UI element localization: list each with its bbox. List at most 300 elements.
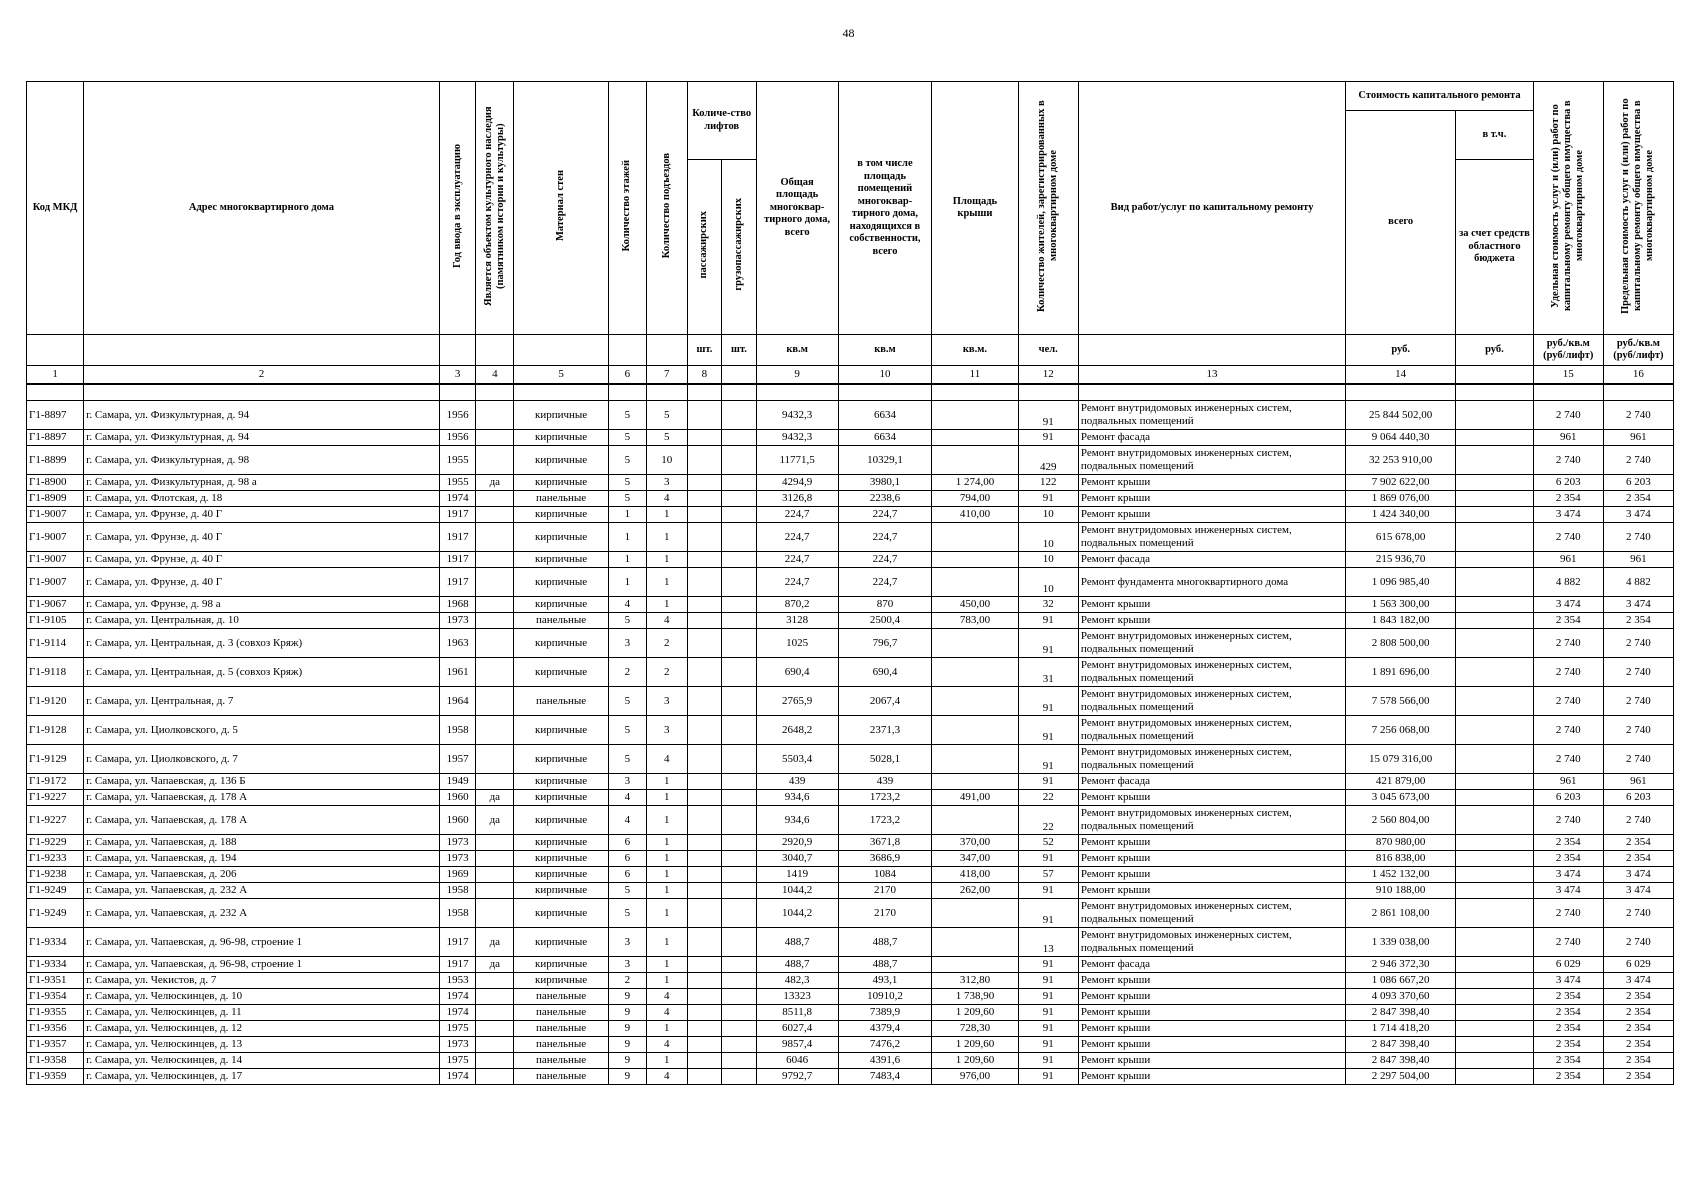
cell-lifts-pass bbox=[687, 475, 721, 491]
cell-floors: 1 bbox=[609, 568, 647, 597]
cell-address: г. Самара, ул. Чапаевская, д. 178 А bbox=[84, 806, 440, 835]
cell-cost-total: 1 086 667,20 bbox=[1346, 973, 1456, 989]
cell-cost-regional bbox=[1456, 790, 1534, 806]
cell-heritage bbox=[476, 597, 514, 613]
cell-max-cost: 2 740 bbox=[1603, 716, 1673, 745]
cell-year: 1955 bbox=[439, 475, 476, 491]
cell-residents: 91 bbox=[1018, 613, 1078, 629]
cell-unit-cost: 2 354 bbox=[1533, 989, 1603, 1005]
cell-cost-regional bbox=[1456, 957, 1534, 973]
cell-residents: 10 bbox=[1018, 552, 1078, 568]
cell-unit-cost: 961 bbox=[1533, 774, 1603, 790]
cell-cost-total: 1 339 038,00 bbox=[1346, 928, 1456, 957]
unit-cost-regional: руб. bbox=[1456, 335, 1534, 366]
colnum-5: 5 bbox=[514, 366, 609, 385]
cell-heritage bbox=[476, 552, 514, 568]
cell-heritage bbox=[476, 687, 514, 716]
colnum-11: 11 bbox=[932, 366, 1018, 385]
cell-address: г. Самара, ул. Центральная, д. 10 bbox=[84, 613, 440, 629]
cell-address: г. Самара, ул. Физкультурная, д. 98 bbox=[84, 446, 440, 475]
cell-lifts-cargo bbox=[722, 446, 756, 475]
cell-wall-material: панельные bbox=[514, 613, 609, 629]
colnum-13: 13 bbox=[1078, 366, 1345, 385]
cell-area-owned: 224,7 bbox=[838, 523, 932, 552]
cell-floors: 6 bbox=[609, 835, 647, 851]
table-row bbox=[27, 745, 1674, 774]
header-area-owned: в том числе площадь помещений многоквар-тирного дома, находящихся в собственности, всего bbox=[838, 82, 932, 335]
cell-roof-area: 1 274,00 bbox=[932, 475, 1018, 491]
cell-mkd-code: Г1-9128 bbox=[27, 716, 84, 745]
cell-max-cost: 2 740 bbox=[1603, 658, 1673, 687]
cell-heritage bbox=[476, 523, 514, 552]
cell-entrances: 4 bbox=[646, 745, 687, 774]
cell-area-total: 870,2 bbox=[756, 597, 838, 613]
cell-residents: 32 bbox=[1018, 597, 1078, 613]
cell-lifts-pass bbox=[687, 867, 721, 883]
cell-area-total: 224,7 bbox=[756, 507, 838, 523]
cell-lifts-cargo bbox=[722, 1021, 756, 1037]
cell-cost-total: 1 843 182,00 bbox=[1346, 613, 1456, 629]
cell-cost-regional bbox=[1456, 658, 1534, 687]
cell-year: 1956 bbox=[439, 401, 476, 430]
cell-max-cost: 961 bbox=[1603, 552, 1673, 568]
cell-cost-regional bbox=[1456, 475, 1534, 491]
header-address: Адрес многоквартирного дома bbox=[84, 82, 440, 335]
cell-area-owned: 6634 bbox=[838, 401, 932, 430]
cell-area-total: 3126,8 bbox=[756, 491, 838, 507]
cell-lifts-pass bbox=[687, 597, 721, 613]
cell-wall-material: кирпичные bbox=[514, 597, 609, 613]
cell-wall-material: кирпичные bbox=[514, 883, 609, 899]
cell-residents: 91 bbox=[1018, 1037, 1078, 1053]
cell-lifts-pass bbox=[687, 835, 721, 851]
header-material: Материал стен bbox=[555, 170, 567, 242]
cell-area-total: 1025 bbox=[756, 629, 838, 658]
cell-roof-area: 794,00 bbox=[932, 491, 1018, 507]
cell-work-type: Ремонт крыши bbox=[1078, 491, 1345, 507]
cell-max-cost: 2 740 bbox=[1603, 928, 1673, 957]
cell-area-owned: 2371,3 bbox=[838, 716, 932, 745]
cell-lifts-pass bbox=[687, 552, 721, 568]
cell-wall-material: кирпичные bbox=[514, 523, 609, 552]
cell-entrances: 1 bbox=[646, 1021, 687, 1037]
table-row bbox=[27, 401, 1674, 430]
cell-roof-area bbox=[932, 523, 1018, 552]
cell-area-total: 9792,7 bbox=[756, 1069, 838, 1085]
header-year: Год ввода в эксплуатацию bbox=[451, 143, 463, 268]
cell-lifts-cargo bbox=[722, 973, 756, 989]
cell-max-cost: 3 474 bbox=[1603, 597, 1673, 613]
cell-floors: 9 bbox=[609, 1069, 647, 1085]
cell-work-type: Ремонт крыши bbox=[1078, 867, 1345, 883]
unit-lifts-cargo: шт. bbox=[722, 335, 756, 366]
colnum-15: 15 bbox=[1533, 366, 1603, 385]
cell-year: 1960 bbox=[439, 790, 476, 806]
cell-year: 1973 bbox=[439, 613, 476, 629]
cell-floors: 2 bbox=[609, 973, 647, 989]
cell-wall-material: кирпичные bbox=[514, 899, 609, 928]
cell-area-total: 439 bbox=[756, 774, 838, 790]
cell-cost-total: 1 424 340,00 bbox=[1346, 507, 1456, 523]
cell-entrances: 1 bbox=[646, 1053, 687, 1069]
cell-entrances: 1 bbox=[646, 568, 687, 597]
cell-cost-total: 2 946 372,30 bbox=[1346, 957, 1456, 973]
cell-residents: 52 bbox=[1018, 835, 1078, 851]
capital-repair-table bbox=[26, 81, 1674, 1085]
cell-residents: 91 bbox=[1018, 491, 1078, 507]
cell-year: 1917 bbox=[439, 507, 476, 523]
cell-lifts-cargo bbox=[722, 507, 756, 523]
cell-floors: 5 bbox=[609, 883, 647, 899]
cell-work-type: Ремонт внутридомовых инженерных систем, подвальных помещений bbox=[1078, 523, 1345, 552]
cell-floors: 9 bbox=[609, 1037, 647, 1053]
cell-heritage bbox=[476, 851, 514, 867]
cell-lifts-pass bbox=[687, 957, 721, 973]
cell-cost-regional bbox=[1456, 523, 1534, 552]
cell-roof-area: 1 738,90 bbox=[932, 989, 1018, 1005]
cell-wall-material: панельные bbox=[514, 1037, 609, 1053]
cell-area-owned: 488,7 bbox=[838, 928, 932, 957]
cell-area-total: 934,6 bbox=[756, 790, 838, 806]
cell-floors: 5 bbox=[609, 716, 647, 745]
cell-work-type: Ремонт крыши bbox=[1078, 835, 1345, 851]
cell-year: 1968 bbox=[439, 597, 476, 613]
cell-cost-total: 4 093 370,60 bbox=[1346, 989, 1456, 1005]
cell-mkd-code: Г1-9334 bbox=[27, 957, 84, 973]
cell-unit-cost: 2 354 bbox=[1533, 1069, 1603, 1085]
cell-area-owned: 7476,2 bbox=[838, 1037, 932, 1053]
cell-cost-regional bbox=[1456, 835, 1534, 851]
cell-floors: 6 bbox=[609, 867, 647, 883]
cell-residents: 91 bbox=[1018, 851, 1078, 867]
cell-residents: 91 bbox=[1018, 745, 1078, 774]
cell-address: г. Самара, ул. Челюскинцев, д. 12 bbox=[84, 1021, 440, 1037]
cell-entrances: 1 bbox=[646, 597, 687, 613]
cell-work-type: Ремонт фасада bbox=[1078, 774, 1345, 790]
cell-cost-total: 910 188,00 bbox=[1346, 883, 1456, 899]
cell-residents: 91 bbox=[1018, 430, 1078, 446]
cell-mkd-code: Г1-9249 bbox=[27, 899, 84, 928]
cell-lifts-cargo bbox=[722, 1069, 756, 1085]
cell-year: 1917 bbox=[439, 928, 476, 957]
cell-heritage bbox=[476, 899, 514, 928]
cell-lifts-cargo bbox=[722, 1005, 756, 1021]
cell-address: г. Самара, ул. Чекистов, д. 7 bbox=[84, 973, 440, 989]
cell-lifts-pass bbox=[687, 629, 721, 658]
header-cost-total: всего bbox=[1346, 111, 1456, 335]
cell-lifts-pass bbox=[687, 687, 721, 716]
cell-work-type: Ремонт фундамента многоквартирного дома bbox=[1078, 568, 1345, 597]
cell-max-cost: 2 354 bbox=[1603, 491, 1673, 507]
cell-lifts-pass bbox=[687, 491, 721, 507]
cell-year: 1958 bbox=[439, 899, 476, 928]
cell-wall-material: панельные bbox=[514, 1053, 609, 1069]
cell-mkd-code: Г1-9129 bbox=[27, 745, 84, 774]
cell-address: г. Самара, ул. Челюскинцев, д. 11 bbox=[84, 1005, 440, 1021]
cell-area-total: 1419 bbox=[756, 867, 838, 883]
cell-work-type: Ремонт крыши bbox=[1078, 989, 1345, 1005]
cell-area-owned: 6634 bbox=[838, 430, 932, 446]
cell-work-type: Ремонт крыши bbox=[1078, 883, 1345, 899]
cell-entrances: 3 bbox=[646, 716, 687, 745]
cell-area-owned: 2067,4 bbox=[838, 687, 932, 716]
cell-lifts-cargo bbox=[722, 401, 756, 430]
cell-residents: 57 bbox=[1018, 867, 1078, 883]
cell-roof-area: 728,30 bbox=[932, 1021, 1018, 1037]
cell-cost-regional bbox=[1456, 1037, 1534, 1053]
cell-unit-cost: 3 474 bbox=[1533, 597, 1603, 613]
cell-area-owned: 224,7 bbox=[838, 507, 932, 523]
cell-lifts-cargo bbox=[722, 835, 756, 851]
cell-address: г. Самара, ул. Флотская, д. 18 bbox=[84, 491, 440, 507]
header-heritage: Является объектом культурного наследия (памятником истории и культуры) bbox=[482, 105, 506, 306]
cell-cost-regional bbox=[1456, 687, 1534, 716]
cell-address: г. Самара, ул. Фрунзе, д. 40 Г bbox=[84, 568, 440, 597]
table-row bbox=[27, 568, 1674, 597]
cell-lifts-pass bbox=[687, 790, 721, 806]
table-row bbox=[27, 716, 1674, 745]
cell-entrances: 5 bbox=[646, 430, 687, 446]
cell-wall-material: кирпичные bbox=[514, 475, 609, 491]
cell-entrances: 1 bbox=[646, 867, 687, 883]
cell-address: г. Самара, ул. Чапаевская, д. 232 А bbox=[84, 899, 440, 928]
cell-lifts-pass bbox=[687, 401, 721, 430]
cell-wall-material: кирпичные bbox=[514, 867, 609, 883]
cell-entrances: 1 bbox=[646, 806, 687, 835]
cell-unit-cost: 3 474 bbox=[1533, 883, 1603, 899]
cell-residents: 91 bbox=[1018, 401, 1078, 430]
cell-year: 1917 bbox=[439, 568, 476, 597]
cell-area-total: 2648,2 bbox=[756, 716, 838, 745]
cell-year: 1955 bbox=[439, 446, 476, 475]
cell-unit-cost: 2 354 bbox=[1533, 835, 1603, 851]
cell-area-total: 690,4 bbox=[756, 658, 838, 687]
cell-cost-total: 421 879,00 bbox=[1346, 774, 1456, 790]
cell-heritage bbox=[476, 1053, 514, 1069]
cell-unit-cost: 2 740 bbox=[1533, 687, 1603, 716]
cell-wall-material: кирпичные bbox=[514, 928, 609, 957]
cell-address: г. Самара, ул. Циолковского, д. 7 bbox=[84, 745, 440, 774]
cell-area-owned: 4379,4 bbox=[838, 1021, 932, 1037]
cell-cost-total: 1 452 132,00 bbox=[1346, 867, 1456, 883]
cell-floors: 5 bbox=[609, 613, 647, 629]
cell-mkd-code: Г1-9249 bbox=[27, 883, 84, 899]
colnum-9: 9 bbox=[756, 366, 838, 385]
cell-heritage bbox=[476, 716, 514, 745]
cell-cost-regional bbox=[1456, 1053, 1534, 1069]
cell-roof-area: 783,00 bbox=[932, 613, 1018, 629]
table-row bbox=[27, 430, 1674, 446]
cell-roof-area bbox=[932, 401, 1018, 430]
cell-cost-total: 2 560 804,00 bbox=[1346, 806, 1456, 835]
cell-floors: 9 bbox=[609, 1053, 647, 1069]
cell-cost-total: 870 980,00 bbox=[1346, 835, 1456, 851]
cell-residents: 10 bbox=[1018, 507, 1078, 523]
cell-floors: 4 bbox=[609, 806, 647, 835]
cell-lifts-pass bbox=[687, 523, 721, 552]
cell-floors: 5 bbox=[609, 491, 647, 507]
cell-entrances: 2 bbox=[646, 629, 687, 658]
colnum-blank-a bbox=[722, 366, 756, 385]
cell-mkd-code: Г1-9118 bbox=[27, 658, 84, 687]
cell-entrances: 10 bbox=[646, 446, 687, 475]
cell-cost-regional bbox=[1456, 629, 1534, 658]
header-floors: Количество этажей bbox=[621, 160, 633, 252]
cell-mkd-code: Г1-9105 bbox=[27, 613, 84, 629]
cell-heritage bbox=[476, 835, 514, 851]
header-cost: Стоимость капитального ремонта bbox=[1346, 82, 1534, 111]
cell-floors: 4 bbox=[609, 790, 647, 806]
cell-wall-material: панельные bbox=[514, 989, 609, 1005]
cell-floors: 5 bbox=[609, 687, 647, 716]
unit-area-owned: кв.м bbox=[838, 335, 932, 366]
cell-floors: 9 bbox=[609, 1005, 647, 1021]
cell-lifts-pass bbox=[687, 658, 721, 687]
colnum-3: 3 bbox=[439, 366, 476, 385]
cell-cost-regional bbox=[1456, 867, 1534, 883]
table-row bbox=[27, 597, 1674, 613]
cell-area-total: 11771,5 bbox=[756, 446, 838, 475]
cell-unit-cost: 961 bbox=[1533, 552, 1603, 568]
table-row bbox=[27, 613, 1674, 629]
cell-lifts-cargo bbox=[722, 806, 756, 835]
cell-heritage bbox=[476, 1005, 514, 1021]
colnum-2: 2 bbox=[84, 366, 440, 385]
cell-cost-total: 1 869 076,00 bbox=[1346, 491, 1456, 507]
cell-area-total: 8511,8 bbox=[756, 1005, 838, 1021]
cell-area-owned: 224,7 bbox=[838, 568, 932, 597]
cell-mkd-code: Г1-9233 bbox=[27, 851, 84, 867]
cell-unit-cost: 6 203 bbox=[1533, 790, 1603, 806]
cell-residents: 91 bbox=[1018, 687, 1078, 716]
cell-max-cost: 2 354 bbox=[1603, 989, 1673, 1005]
cell-max-cost: 2 354 bbox=[1603, 613, 1673, 629]
cell-max-cost: 2 740 bbox=[1603, 687, 1673, 716]
cell-residents: 429 bbox=[1018, 446, 1078, 475]
cell-unit-cost: 2 354 bbox=[1533, 491, 1603, 507]
cell-year: 1975 bbox=[439, 1053, 476, 1069]
cell-wall-material: кирпичные bbox=[514, 851, 609, 867]
cell-entrances: 4 bbox=[646, 1069, 687, 1085]
cell-max-cost: 2 354 bbox=[1603, 1053, 1673, 1069]
cell-entrances: 4 bbox=[646, 613, 687, 629]
cell-unit-cost: 2 740 bbox=[1533, 523, 1603, 552]
cell-cost-regional bbox=[1456, 745, 1534, 774]
cell-area-total: 488,7 bbox=[756, 957, 838, 973]
cell-residents: 91 bbox=[1018, 1069, 1078, 1085]
cell-lifts-cargo bbox=[722, 491, 756, 507]
cell-unit-cost: 2 354 bbox=[1533, 1005, 1603, 1021]
table-row bbox=[27, 835, 1674, 851]
cell-cost-regional bbox=[1456, 806, 1534, 835]
cell-roof-area: 312,80 bbox=[932, 973, 1018, 989]
cell-lifts-cargo bbox=[722, 597, 756, 613]
cell-roof-area bbox=[932, 928, 1018, 957]
cell-residents: 91 bbox=[1018, 957, 1078, 973]
cell-entrances: 1 bbox=[646, 523, 687, 552]
colnum-8: 8 bbox=[687, 366, 721, 385]
cell-work-type: Ремонт крыши bbox=[1078, 597, 1345, 613]
table-row bbox=[27, 899, 1674, 928]
table-row bbox=[27, 658, 1674, 687]
table-row bbox=[27, 1005, 1674, 1021]
cell-cost-regional bbox=[1456, 973, 1534, 989]
cell-floors: 4 bbox=[609, 597, 647, 613]
cell-area-owned: 493,1 bbox=[838, 973, 932, 989]
cell-work-type: Ремонт внутридомовых инженерных систем, подвальных помещений bbox=[1078, 629, 1345, 658]
cell-year: 1973 bbox=[439, 835, 476, 851]
cell-unit-cost: 2 740 bbox=[1533, 629, 1603, 658]
cell-area-owned: 690,4 bbox=[838, 658, 932, 687]
cell-max-cost: 6 203 bbox=[1603, 790, 1673, 806]
cell-heritage bbox=[476, 867, 514, 883]
cell-area-total: 482,3 bbox=[756, 973, 838, 989]
header-max-cost: Предельная стоимость услуг и (или) работ по капитальному ремонту общего имущества в многоквартирном доме bbox=[1620, 97, 1656, 314]
cell-lifts-pass bbox=[687, 806, 721, 835]
cell-wall-material: кирпичные bbox=[514, 430, 609, 446]
cell-lifts-pass bbox=[687, 851, 721, 867]
cell-max-cost: 2 354 bbox=[1603, 1069, 1673, 1085]
cell-floors: 3 bbox=[609, 629, 647, 658]
cell-floors: 9 bbox=[609, 989, 647, 1005]
cell-lifts-cargo bbox=[722, 883, 756, 899]
cell-area-owned: 488,7 bbox=[838, 957, 932, 973]
cell-residents: 91 bbox=[1018, 1021, 1078, 1037]
colnum-12: 12 bbox=[1018, 366, 1078, 385]
cell-max-cost: 3 474 bbox=[1603, 507, 1673, 523]
cell-work-type: Ремонт внутридомовых инженерных систем, подвальных помещений bbox=[1078, 745, 1345, 774]
cell-work-type: Ремонт внутридомовых инженерных систем, подвальных помещений bbox=[1078, 899, 1345, 928]
cell-floors: 5 bbox=[609, 899, 647, 928]
cell-wall-material: кирпичные bbox=[514, 629, 609, 658]
cell-residents: 122 bbox=[1018, 475, 1078, 491]
cell-wall-material: кирпичные bbox=[514, 806, 609, 835]
cell-cost-total: 2 808 500,00 bbox=[1346, 629, 1456, 658]
cell-mkd-code: Г1-8900 bbox=[27, 475, 84, 491]
cell-area-owned: 10910,2 bbox=[838, 989, 932, 1005]
cell-roof-area: 976,00 bbox=[932, 1069, 1018, 1085]
cell-area-total: 224,7 bbox=[756, 523, 838, 552]
cell-address: г. Самара, ул. Чапаевская, д. 188 bbox=[84, 835, 440, 851]
cell-lifts-pass bbox=[687, 883, 721, 899]
cell-lifts-cargo bbox=[722, 745, 756, 774]
table-row bbox=[27, 475, 1674, 491]
cell-wall-material: кирпичные bbox=[514, 957, 609, 973]
cell-work-type: Ремонт крыши bbox=[1078, 790, 1345, 806]
table-row bbox=[27, 552, 1674, 568]
header-cost-incl: в т.ч. bbox=[1456, 111, 1534, 160]
cell-mkd-code: Г1-9227 bbox=[27, 806, 84, 835]
cell-roof-area bbox=[932, 716, 1018, 745]
cell-max-cost: 2 740 bbox=[1603, 806, 1673, 835]
cell-lifts-cargo bbox=[722, 523, 756, 552]
cell-work-type: Ремонт фасада bbox=[1078, 430, 1345, 446]
cell-roof-area bbox=[932, 629, 1018, 658]
cell-address: г. Самара, ул. Челюскинцев, д. 14 bbox=[84, 1053, 440, 1069]
table-row bbox=[27, 957, 1674, 973]
cell-max-cost: 2 740 bbox=[1603, 629, 1673, 658]
cell-roof-area bbox=[932, 745, 1018, 774]
header-lifts: Количе-ство лифтов bbox=[687, 82, 756, 160]
cell-mkd-code: Г1-9334 bbox=[27, 928, 84, 957]
cell-wall-material: панельные bbox=[514, 1021, 609, 1037]
cell-year: 1956 bbox=[439, 430, 476, 446]
cell-heritage bbox=[476, 1037, 514, 1053]
cell-heritage: да bbox=[476, 475, 514, 491]
cell-lifts-pass bbox=[687, 507, 721, 523]
cell-heritage bbox=[476, 745, 514, 774]
cell-entrances: 1 bbox=[646, 774, 687, 790]
